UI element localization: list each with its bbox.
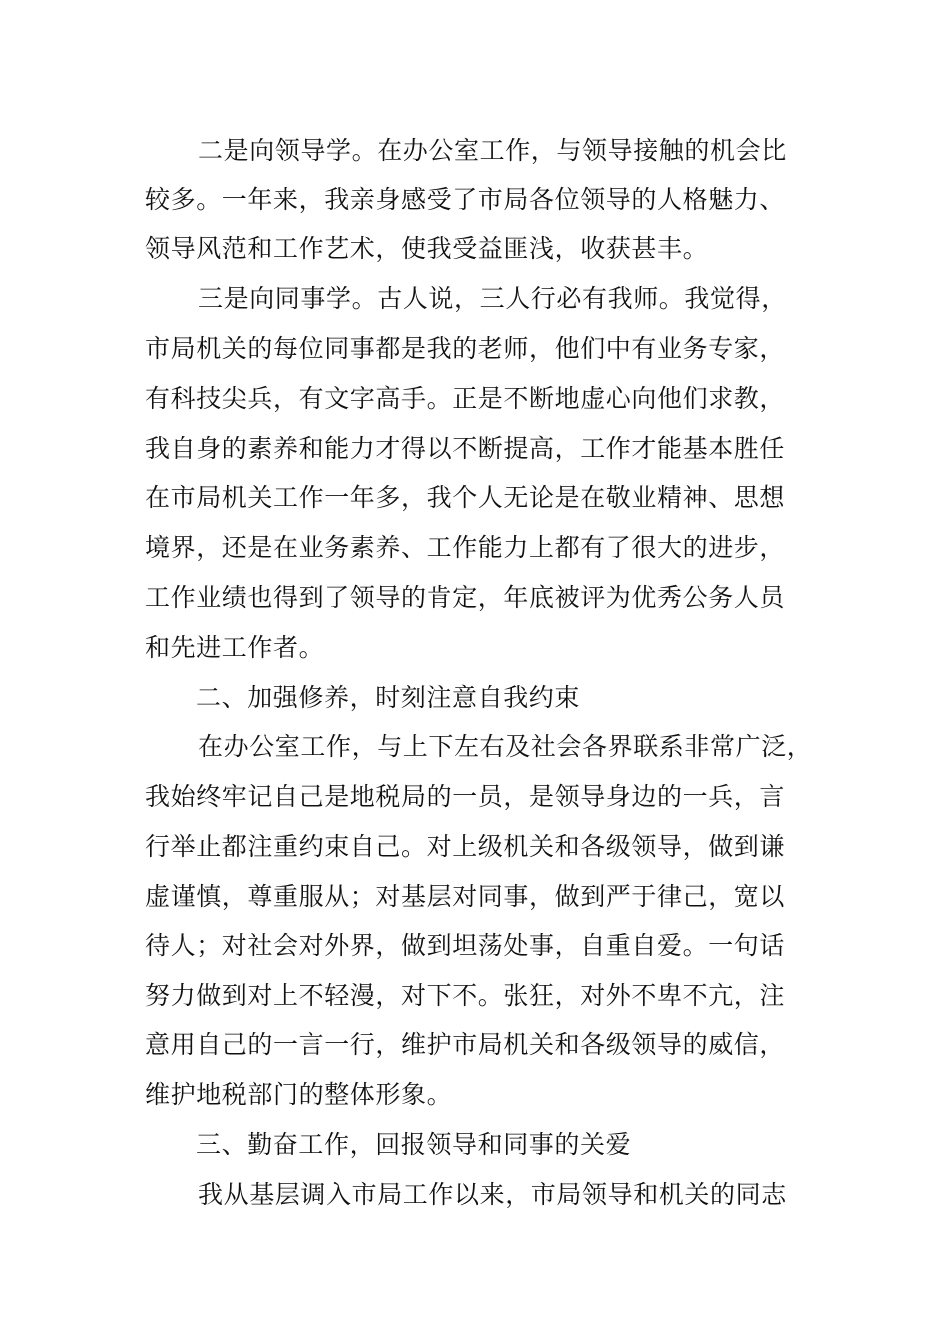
text-line: 维护地税部门的整体形象。 (145, 1080, 453, 1109)
text-line: 我自身的素养和能力才得以不断提高，工作才能基本胜任 (145, 434, 786, 463)
text-line: 在市局机关工作一年多，我个人无论是在敬业精神、思想 (145, 483, 786, 512)
text-line: 领导风范和工作艺术，使我受益匪浅，收获甚丰。 (145, 234, 709, 263)
text-line: 在办公室工作，与上下左右及社会各界联系非常广泛， (198, 732, 813, 761)
text-line: 虚谨慎，尊重服从；对基层对同事，做到严于律己，宽以 (145, 882, 786, 911)
text-line: 我从基层调入市局工作以来，市局领导和机关的同志 (198, 1180, 787, 1209)
text-line: 境界，还是在业务素养、工作能力上都有了很大的进步， (145, 533, 786, 562)
text-line: 二是向领导学。在办公室工作，与领导接触的机会比 (198, 136, 787, 165)
text-line: 待人；对社会对外界，做到坦荡处事，自重自爱。一句话 (145, 931, 786, 960)
text-line: 工作业绩也得到了领导的肯定，年底被评为优秀公务人员 (145, 583, 786, 612)
text-line: 和先进工作者。 (145, 633, 325, 662)
text-line: 有科技尖兵，有文字高手。正是不断地虚心向他们求教， (145, 384, 786, 413)
text-line: 较多。一年来，我亲身感受了市局各位领导的人格魅力、 (145, 185, 786, 214)
text-line: 行举止都注重约束自己。对上级机关和各级领导，做到谦 (145, 832, 786, 861)
text-line: 市局机关的每位同事都是我的老师，他们中有业务专家， (145, 334, 786, 363)
section-heading: 三、勤奋工作，回报领导和同事的关爱 (196, 1130, 632, 1159)
text-line: 意用自己的一言一行，维护市局机关和各级领导的威信， (145, 1030, 786, 1059)
text-line: 三是向同事学。古人说，三人行必有我师。我觉得， (198, 284, 787, 313)
section-heading: 二、加强修养，时刻注意自我约束 (196, 683, 581, 712)
text-line: 我始终牢记自己是地税局的一员，是领导身边的一兵，言 (145, 782, 786, 811)
text-line: 努力做到对上不轻漫，对下不。张狂，对外不卑不亢，注 (145, 981, 786, 1010)
